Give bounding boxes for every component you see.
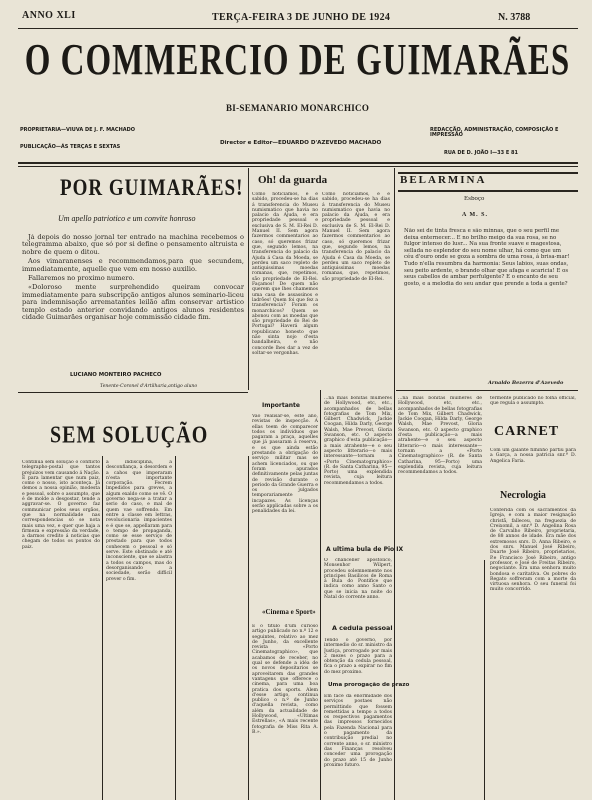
paragraph: «Doloroso mente surprehendido queiram convocar immediatamente para subscripção antigos alunos seminario-liceu para indemnisação arrematantes leilão afim conservar artistico templo estado anterior convidando antigos alunos residentes cidade Guimarães organisar hoje commissão cidade fim. — [22, 283, 244, 322]
article-body-oh-da-guarda-b: Como noticiamos, e é sabido, procedeu-se ha dias á transferencia do Museu numismatico que havia no palacio da Ajuda, e era propriedade pessoal e exclusiva de S. M. El-Rei D. Manuel II. Sem agora fazermos commentarios ao caso, só queremos frizar que, segundo lemos, na transferencia do palacio da Ajuda é Casa da Moeda, se perdeu um saco repleto de antiquissimas moedas romanas, que, repetimos, são propriedade de El-Rei. — [322, 192, 390, 282]
article-body-right-continued: termente publicado no folha official, que regula o assumpto. — [490, 396, 576, 407]
article-title-cinema-sport: «Cinema e Sport» — [262, 608, 316, 616]
article-body-cinema-sport: É o titulo d'um curioso artigo publicado no n.º 12 e seguintes, relativo ao mez de Junho, da excellente revista «Porto Cinematographico», que acabamos de receber, no qual se defende a idéa de os novos depositarios se aproveitarem das grandes vantagens que offerece o cinema, para uma boa pratica dos sports. Alem d'esse artigo, continua publico o n.º de Junho d'aquella revista, como além da actualidade de Hollywood, «Ultimas Estrellas», «A mais recente fotografia de Miss Rita A. B.». — [252, 624, 318, 735]
article-body-por-guimaraes — [22, 234, 244, 360]
masthead-rule-2 — [18, 166, 578, 167]
owner-line: PROPRIETARIA—VIUVA DE J. F. MACHADO — [20, 127, 136, 133]
article-body-sem-solucao-col1: Continua sem solução o conflicto telegrapho-postal que tantos prejuizos vem causando á Nação. É para lamentar que num paiz, como o nosso, isto aconteça. Já demos a nossa opinião, modesta e pessoal, sobre o assumpto, que é de molde a desgostar, tende a aggravar-se. O governo faz communicar pelos seus orgãos, que na normalidade nas correspondencias só se nota mais uma vez, e quer que haja a firmeza e expressão da verdade, a darmos credito á noticias que chegam de todos os pontos do paiz. — [22, 460, 100, 550]
article-body-ultima-bula: O chanceller apostolico, Monsenhor Wilpert, procedeu solemnemente nos principes Basilicos de Roma á Bula do Pontifice que indica como anno Santo o que se inicia na noite do Natal do corrente anno. — [324, 558, 392, 601]
belarmina-bottom-rule — [396, 390, 578, 391]
article-body-carnet: Com um galante filhinho partiu para a Garça, a nossa patricia snr.ª D. Angelica Faria. — [490, 448, 576, 464]
article-body-oh-da-guarda: Como noticiamos, e é sabido, procedeu-se ha dias á transferencia do Museu numismatico que havia no palacio da Ajuda, e era propriedade pessoal e exclusiva de S. M. El-Rei D. Manuel II. Sem agora fazermos commentarios ao caso, só queremos frizar que, segundo lemos, na transferencia do palacio da Ajuda á Casa da Moeda, se perdeu um saco repleto de antiquissimas moedas romanas, que, repetimos, são propriedade de El-Rei. Façamos! De quem não querem que lhes chamemos uma casa de assassinos e ladrões! Quem foi que fez a transferencia? Foram os monarchicos? Quem se abonou com as moedas que são propriedade do Rei de Portugal? Haverá algum republicano honesto que não sinta nojo d'esta bandalheira, e não concorde lhes dar a vez de soltar-se vergonhas. — [252, 192, 318, 356]
issue-number: N. 3788 — [498, 12, 531, 23]
article-title-oh-da-guarda: Oh! da guarda — [258, 174, 328, 186]
masthead-rule-1 — [18, 162, 578, 164]
address-line: RUA DE D. JOÃO I—33 E 81 — [444, 150, 518, 156]
office-line: REDACÇÃO, ADMINISTRAÇÃO, COMPOSIÇÃO E IMPRESSÃO — [430, 127, 559, 139]
article-title-por-guimaraes: POR GUIMARÃES! — [60, 176, 244, 202]
article-signature-belarmina: Arnaldo Bezerra d'Azevedo — [488, 380, 564, 386]
column-rule-5 — [320, 390, 321, 800]
signature-name: LUCIANO MONTEIRO PACHECO — [70, 372, 162, 378]
signature-role: Tenente-Coronel d'Artilharia,antigo aluno — [100, 384, 198, 389]
article-body-sem-solucao-col2: a indisciplina, a desconfiança, a desordem e a cahos que imperaram n'esta importante corporação. Fecrem lmpedidos para greves, a algum exaldo como se vê. O governo nega-se a tratar a serio do caso, e mal de quem vae soffrendo. Em entre a classe em lettras, revolucionaria impacientes e é que se, appellaram para o tempo de propaganda, como se esse serviço de prestado para que todos conhecem o pessoal e só serve. Este obstinado e até inconsciente, que se alastra a todos os campos, mas do desorganisando a sociedade, serão difficil prever o fim. — [106, 460, 172, 582]
article-title-prorogacao: Uma prorogação de prazo — [328, 682, 410, 688]
article-body-cedula-pessoal: Tendo o governo, por intermedio do sr. ministro da Justiça, prorrogado por mais 2 mezes o prazo para a obtenção da cedula pessoal, fica o prazo a expirar no fim do mez proximo. — [324, 638, 392, 675]
article-body-prorogacao: Em face da enormidade dos serviços postaes não permittindo que fossem remettidas a tempo a todos os respectivos pagamentos das impressos fornecidos pela Fazenda Nacional para o pagamento da contribuição predial no corrente anno, o sr. ministro das Finanças resolveu conceder uma prorogação do prazo até 15 de Junho proximo futuro. — [324, 694, 392, 768]
masthead-title: O COMMERCIO DE GUIMARÃES — [24, 36, 571, 85]
publication-line: PUBLICAÇÃO—ÁS TERÇAS E SEXTAS — [20, 144, 121, 150]
article-body-cinema-continued: ...na mais bonitas mulheres de Hollywood, etc, etc., acompanhados de bellas fotografias de Tom Mix, Gilbert Chadwick, Jackie Coogan, Hilda Darly, George Walsh, Mae Prevost, Gloria Swanson, etc. O aspecto graphico d'esta publicação—a mais atrahente—e o seu aspecto litterario—o mais interessante—tornam a «Porto Cinematographico» (R. de Santa Catharina, 95—Porto) uma explendida revista, cuja leitura recommendamos a todos. — [324, 396, 392, 486]
article-body-importante: Vão realisar-se, este ano, revistas de inspecção. A ellas teem de comparecer todos os individuos que pagaram a praça, aquelles que já passaram á reserva, e os que ainda estão prestando a obrigação do serviço militar mas se achem licenciados, ou que foram apurados definitivamente pelas juntas de revisão durante o periodo da Grande Guerra e os julgados temporariamente incapazes. As licenças serão applicadas sobre a os penalidades da lei. — [252, 414, 318, 515]
masthead-subtitle: BI-SEMANARIO MONARCHICO — [226, 103, 370, 113]
article-title-necrologia: Necrologia — [500, 490, 546, 501]
column-rule-1 — [248, 168, 249, 390]
issue-label: ANNO XLI — [22, 10, 76, 21]
column-rule-6 — [484, 560, 485, 800]
article-subtitle-apello: Um apello patriotico e um convite honroso — [58, 214, 196, 223]
column-rule-4 — [248, 456, 249, 800]
article-title-carnet: CARNET — [494, 424, 560, 439]
article1-bottom-rule — [18, 392, 248, 393]
paragraph: Fallaremos no proximo numero. — [28, 274, 135, 283]
article-title-ultima-bula: A ultima bula de Pio IX — [326, 546, 404, 553]
article-title-cedula-pessoal: A cedula pessoal — [332, 624, 393, 632]
column-rule-3 — [175, 456, 176, 800]
article-title-importante: Importante — [262, 402, 300, 409]
article-body-belarmina: Não sei de tinta fresca e são minnas, que o seu perfil me deixa enternecer... E no brilho meigo da sua rosa, se no fulgor intenso do lusr... Na sua fronte suave e magestosa, sellada no esplendor do seu nome ulhar, há como que um céu d'ouro onde se goza a sombra de uma rosa, á brisa-mar! Tudo n'ella resumbra da harmonia: Seus labios, suas ondas, seu peito ardente, o brando olhar que afaga e acaricia! E os seus cabellos de ambar perfulgente? E o encanto de seu gosto, e a melodia do seu andar que prende a toda a gente? — [404, 228, 570, 287]
paragraph: Já depois do nosso jornal ter entrado na machina recebemos o telegramma abaixo, que só por si define o pensamento altruista e nobre de quem o ditou. — [22, 234, 244, 256]
column-rule-2 — [394, 168, 395, 800]
paragraph: Aos vimaranenses e recommendamos,para que secundem, immediatamente, aquelle que vem em nosso auxilio. — [22, 257, 244, 273]
article-body-necrologia: Conferida com os sacramentos da Igreja, e com a maior resignação christã, falleceu, na freguezia de Creixomil, a snr.ª D. Angelina Rosa de Carvalho Ribeiro, proprietaria, de 88 annos de idade. Era mãe dos extremosos snrs. D. Anna Ribeiro, e dos snrs. Manuel José Ribeiro, Duarte José Ribeiro, proprietarios, P.e Francisco José Ribeiro, antigo professor, e José de Freitas Ribeiro, negociante. Era uma senhora muito bondosa e caritativa. Os pobres do Regato soffreram com a morte da virtuosa senhora. O seu funeral foi muito concorrido. — [490, 508, 576, 593]
dedication: A M. S. — [462, 212, 489, 218]
article-subtitle-esboco: Esboço — [464, 196, 485, 202]
article-title-sem-solucao: SEM SOLUÇÃO — [50, 422, 209, 449]
issue-date: TERÇA-FEIRA 3 DE JUNHO DE 1924 — [212, 12, 391, 23]
masthead-top-rule — [18, 28, 578, 29]
article-title-belarmina: BELARMINA — [400, 174, 487, 186]
article-body-under-belarmina: ...na mais bonitas mulheres de Hollywood, etc, etc., acompanhados de bellas fotografias de Tom Mix, Gilbert Chadwick, Jackie Coogan, Hilda Darly, George Walsh, Mae Prevost, Gloria Swanson, etc. O aspecto graphico d'esta publicação—a mais atrahente—e o seu aspecto litterario—o mais interessante—tornam a «Porto Cinematographico» (R. de Santa Catharina, 95—Porto) uma explendida revista, cuja leitura recommendamos a todos. — [398, 396, 482, 476]
column-rule-7 — [102, 456, 103, 800]
director-line: Director e Editor—EDUARDO D'AZEVEDO MACHADO — [220, 140, 382, 146]
